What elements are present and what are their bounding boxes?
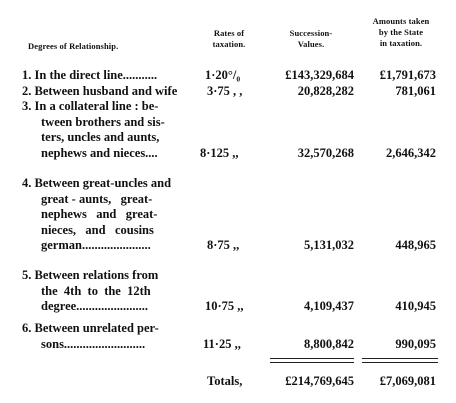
header-rates-line-2: taxation.	[212, 39, 246, 49]
row-3-rate: 8·125 ,,	[200, 146, 239, 160]
row-4-line-4: nieces, and cousins	[41, 222, 154, 237]
row-3-line-1: 3. In a collateral line : be-	[22, 99, 159, 113]
header-succession-line-2: Values.	[297, 39, 325, 49]
row-6-line-1: 6. Between unrelated per-	[22, 321, 159, 335]
table-row-3-label	[22, 99, 165, 161]
totals-amount: £7,069,081	[379, 374, 436, 388]
sum-rule-values-top	[270, 358, 354, 359]
row-4-rate: 8·75 ,,	[207, 238, 240, 252]
row-3-amount: 2,646,342	[386, 146, 436, 160]
row-2-line-1: 2. Between husband and wife	[22, 84, 178, 98]
row-4-amount: 448,965	[395, 238, 436, 252]
row-1-value: £143,329,684	[285, 68, 354, 82]
header-degrees	[28, 41, 188, 52]
totals-value: £214,769,645	[285, 374, 354, 388]
row-1-rate: 1·20°/₀	[205, 68, 241, 82]
row-3-line-3: ters, uncles and aunts,	[41, 130, 160, 144]
row-5-rate: 10·75 ,,	[205, 299, 244, 313]
row-4-line-5: german......................	[41, 238, 151, 253]
row-5-value: 4,109,437	[304, 299, 354, 313]
row-2-value: 20,828,282	[297, 84, 354, 98]
row-4-line-3: nephews and great-	[41, 207, 158, 222]
sum-rule-amounts-top	[362, 358, 438, 359]
header-amounts	[356, 16, 446, 49]
row-6-value: 8,800,842	[304, 337, 354, 351]
row-4-line-2: great - aunts, great-	[41, 191, 153, 206]
row-4-line-1: 4. Between great-uncles and	[22, 176, 172, 190]
sum-rule-values-bottom	[270, 362, 354, 363]
table-row-1-label	[22, 68, 157, 83]
totals-label: Totals,	[207, 374, 243, 388]
row-1-line-1: 1. In the direct line...........	[22, 68, 158, 82]
row-5-line-2: the 4th to the 12th	[41, 283, 151, 298]
row-5-line-1: 5. Between relations from	[22, 268, 159, 282]
header-degrees-text: Degrees of Relationship.	[28, 41, 119, 51]
header-amounts-line-3: in taxation.	[379, 38, 423, 48]
table-row-5-label	[22, 268, 158, 315]
row-2-rate: 3·75 , ,	[207, 84, 243, 98]
table-row-4-label	[22, 176, 171, 254]
row-6-rate: 11·25 ,,	[203, 337, 241, 351]
row-3-line-2: tween brothers and sis-	[41, 114, 165, 129]
row-3-value: 32,570,268	[297, 146, 354, 160]
header-succession-line-1: Succession-	[289, 28, 333, 38]
row-5-amount: 410,945	[395, 299, 436, 313]
row-1-amount: £1,791,673	[379, 68, 436, 82]
row-6-line-2: sons..........................	[41, 336, 146, 351]
row-2-amount: 781,061	[395, 84, 436, 98]
row-6-amount: 990,095	[395, 337, 436, 351]
header-amounts-line-1: Amounts taken	[372, 16, 430, 26]
header-amounts-line-2: by the State	[378, 27, 424, 37]
header-rates	[196, 28, 262, 50]
table-row-2-label	[22, 84, 177, 99]
row-3-line-4: nephews and nieces....	[41, 145, 158, 160]
row-4-value: 5,131,032	[304, 238, 354, 252]
row-5-line-3: degree.......................	[41, 299, 149, 313]
header-rates-line-1: Rates of	[213, 28, 245, 38]
header-succession	[273, 28, 349, 50]
table-row-6-label	[22, 321, 159, 352]
sum-rule-amounts-bottom	[362, 362, 438, 363]
